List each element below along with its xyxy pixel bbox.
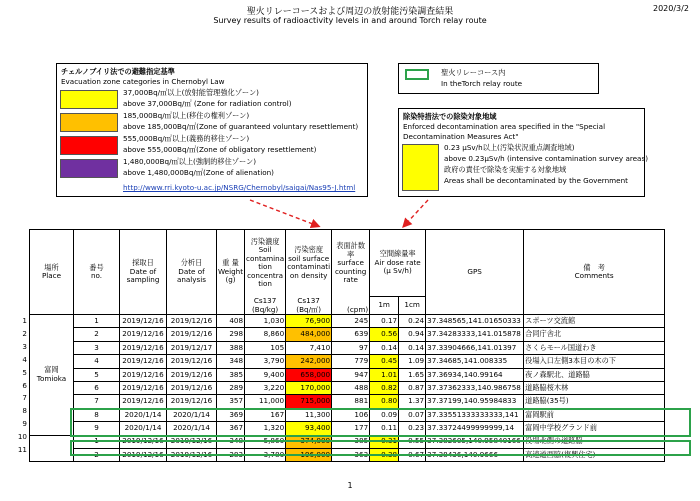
page-number: 1 [347, 481, 353, 490]
row-number: 10 [17, 432, 27, 442]
header-counting-rate: 表面計数 率 surface counting rate [332, 230, 370, 297]
cell-soil: 11,000 [245, 395, 286, 408]
cell-sampling-date: 2019/12/16 [120, 395, 167, 408]
header-analysis-date: 分析日 Date of analysis [167, 230, 217, 315]
cell-comment: さくらモール国道わき [524, 341, 665, 354]
cell-soil: 8,860 [245, 328, 286, 341]
cell-density: 11,300 [286, 408, 332, 421]
cell-dose-1cm: 0.87 [399, 381, 426, 394]
cell-sampling-date: 2019/12/16 [120, 315, 167, 328]
cell-dose-1cm: 0.94 [399, 328, 426, 341]
cell-soil: 5,860 [245, 435, 286, 448]
cell-soil: 167 [245, 408, 286, 421]
cell-density: 170,000 [286, 381, 332, 394]
legend-item-jp: 37,000Bq/㎡以上(放射能管理強化ゾーン) [123, 88, 259, 97]
cell-analysis-date: 2019/12/17 [167, 341, 217, 354]
title-japanese: 聖火リレーコースおよび周辺の放射能汚染調査結果 [246, 7, 454, 17]
place-cell [30, 315, 74, 436]
cell-gps: 37.34283333,141.015878 [426, 328, 524, 341]
header-gps: GPS [426, 230, 524, 315]
legend-item-en: above 1,480,000Bq/㎡(Zone of alienation) [123, 168, 274, 177]
cell-weight: 385 [217, 368, 245, 381]
cell-analysis-date: 2019/12/16 [167, 328, 217, 341]
chernobyl-legend-heading-en: Evacuation zone categories in Chernobyl Law [61, 77, 225, 86]
decon-heading-en-2: Decontamination Measures Act" [403, 132, 519, 141]
row-number: 3 [22, 341, 27, 351]
table-row [30, 368, 665, 381]
cell-no: 1 [74, 435, 120, 448]
cell-sampling-date: 2019/12/16 [120, 381, 167, 394]
decon-heading-en-1: Enforced decontamination area specified in the "Special [403, 122, 606, 131]
table-row [30, 355, 665, 368]
header-place: 場所 Place [30, 230, 74, 315]
cell-no: 5 [74, 368, 120, 381]
cell-weight: 289 [217, 381, 245, 394]
row-number: 6 [22, 380, 27, 390]
cell-analysis-date: 2020/1/14 [167, 422, 217, 435]
table-row [30, 315, 665, 328]
cell-counting-rate: 881 [332, 395, 370, 408]
cell-no: 2 [74, 448, 120, 461]
cell-gps: 37.37362333,140.986758 [426, 381, 524, 394]
cell-analysis-date: 2019/12/16 [167, 355, 217, 368]
cell-gps: 37.38436,140.9666 [426, 448, 524, 461]
chernobyl-reference-link[interactable]: http://www.rri.kyoto-u.ac.jp/NSRG/Chernobyl/saigai/Nas95-J.html [123, 183, 356, 192]
cell-weight: 367 [217, 422, 245, 435]
header-weight: 重 量 Weight (g) [217, 230, 245, 315]
decon-line1-en: above 0.23μSv/h (intensive contamination survey areas) [444, 154, 649, 163]
cell-counting-rate: 363 [332, 448, 370, 461]
cell-sampling-date: 2019/12/16 [120, 435, 167, 448]
cell-weight: 283 [217, 448, 245, 461]
cell-soil: 1,320 [245, 422, 286, 435]
legend-item-en: above 185,000Bq/㎡(Zone of guaranteed voluntary resettlement) [123, 122, 359, 131]
row-number: 5 [22, 367, 27, 377]
legend-item-jp: 185,000Bq/㎡以上(移住の権利ゾーン) [123, 111, 250, 120]
cell-dose-1m: 0.31 [370, 435, 399, 448]
cell-weight: 348 [217, 435, 245, 448]
cell-dose-1cm: 0.23 [399, 422, 426, 435]
cell-density: 242,000 [286, 355, 332, 368]
cell-no: 8 [74, 408, 120, 421]
place-name-en: Tomioka [36, 373, 67, 383]
cell-dose-1m: 0.38 [370, 448, 399, 461]
cell-weight: 388 [217, 341, 245, 354]
cell-density: 715,000 [286, 395, 332, 408]
cell-dose-1m: 0.56 [370, 328, 399, 341]
cell-comment: 富岡中学校グランド前 [524, 422, 665, 435]
title-english: Survey results of radioactivity levels in and around Torch relay route [213, 16, 487, 25]
cell-no: 1 [74, 315, 120, 328]
cell-soil: 1,030 [245, 315, 286, 328]
cell-dose-1m: 0.45 [370, 355, 399, 368]
cell-weight: 369 [217, 408, 245, 421]
header-surface-density: 汚染密度 soil surface contaminati on density [286, 230, 332, 297]
route-legend-jp: 聖火リレーコース内 [441, 68, 506, 77]
cell-soil: 105 [245, 341, 286, 354]
cell-density: 93,400 [286, 422, 332, 435]
cell-gps: 37.33551333333333,141 [426, 408, 524, 421]
cell-dose-1m: 0.82 [370, 381, 399, 394]
header-air-dose-rate: 空間線量率 Air dose rate (μ Sv/h) [370, 230, 426, 297]
cell-soil: 9,400 [245, 368, 286, 381]
cell-weight: 298 [217, 328, 245, 341]
cell-soil: 3,790 [245, 355, 286, 368]
cell-density: 76,900 [286, 315, 332, 328]
legend-item-jp: 1,480,000Bq/㎡以上(強制的移住ゾーン) [123, 157, 257, 166]
cell-gps: 37.37199,140.95984833 [426, 395, 524, 408]
cell-counting-rate: 639 [332, 328, 370, 341]
place-name-jp: 富岡 [44, 365, 59, 375]
cell-gps: 37.33724499999999,14 [426, 422, 524, 435]
decon-line1-jp: 0.23 μSv/h以上(汚染状況重点調査地域) [444, 143, 575, 152]
header-no: 番号 no. [74, 230, 120, 315]
cell-density: 374,000 [286, 435, 332, 448]
cell-dose-1cm: 1.65 [399, 368, 426, 381]
header-cs137-soil: Cs137 [245, 297, 286, 306]
cell-comment: 道路脇桜木林 [524, 381, 665, 394]
torch-route-highlight-2 [70, 440, 691, 456]
cell-comment: 道路脇(35号) [524, 395, 665, 408]
legend-item-jp: 555,000Bq/㎡以上(義務的移住ゾーン) [123, 134, 250, 143]
cell-analysis-date: 2019/12/16 [167, 368, 217, 381]
cell-analysis-date: 2020/1/14 [167, 408, 217, 421]
cell-weight: 348 [217, 355, 245, 368]
header-soil-concentration: 汚染濃度 Soil contamina tion concentra tion [245, 230, 286, 297]
cell-gps: 37.34685,141.008335 [426, 355, 524, 368]
place-cell-2 [30, 435, 74, 462]
cell-comment: 役場入口左側3本目の木の下 [524, 355, 665, 368]
torch-route-highlight-1 [70, 408, 691, 437]
decon-heading-jp: 除染特措法での除染対象地域 [403, 112, 497, 121]
cell-no: 7 [74, 395, 120, 408]
row-number: 4 [22, 354, 27, 364]
cell-dose-1m: 1.01 [370, 368, 399, 381]
cell-weight: 408 [217, 315, 245, 328]
cell-sampling-date: 2019/12/16 [120, 355, 167, 368]
row-number: 9 [22, 419, 27, 429]
cell-density: 658,000 [286, 368, 332, 381]
cell-weight: 357 [217, 395, 245, 408]
header-unit-cpm: (cpm) [332, 306, 370, 315]
cell-comment: 富岡駅前 [524, 408, 665, 421]
cell-no: 2 [74, 328, 120, 341]
cell-dose-1m: 0.17 [370, 315, 399, 328]
table-row [30, 341, 665, 354]
cell-sampling-date: 2019/12/16 [120, 328, 167, 341]
legend-item-en: above 555,000Bq/㎡(Zone of obligatory resettlement) [123, 145, 317, 154]
cell-analysis-date: 2019/12/16 [167, 448, 217, 461]
cell-analysis-date: 2019/12/16 [167, 395, 217, 408]
cell-dose-1m: 0.09 [370, 408, 399, 421]
route-legend-en: In theTorch relay route [441, 79, 523, 88]
cell-sampling-date: 2020/1/14 [120, 422, 167, 435]
report-date: 2020/3/2 [653, 4, 689, 13]
table-row [30, 328, 665, 341]
header-1m: 1m [370, 297, 399, 315]
cell-comment: 役場北側の道路脇 [524, 435, 665, 448]
cell-analysis-date: 2019/12/16 [167, 435, 217, 448]
cell-dose-1cm: 0.07 [399, 408, 426, 421]
cell-soil: 3,780 [245, 448, 286, 461]
legend-item-en: above 37,000Bq/㎡ (Zone for radiation control) [123, 99, 292, 108]
cell-counting-rate: 97 [332, 341, 370, 354]
header-unit-bqkg: (Bq/kg) [245, 306, 286, 315]
cell-counting-rate: 106 [332, 408, 370, 421]
cell-dose-1cm: 0.24 [399, 315, 426, 328]
header-cs137-density: Cs137 [286, 297, 332, 306]
decon-line2-jp: 政府の責任で除染を実施する対象地域 [444, 165, 567, 174]
cell-sampling-date: 2019/12/16 [120, 341, 167, 354]
cell-comment: 夜ノ森駅北、道路脇 [524, 368, 665, 381]
cell-dose-1m: 0.11 [370, 422, 399, 435]
row-number: 11 [17, 445, 27, 454]
cell-gps: 37.348565,141.01650333 [426, 315, 524, 328]
cell-density: 7,410 [286, 341, 332, 354]
cell-analysis-date: 2019/12/16 [167, 381, 217, 394]
cell-dose-1cm: 1.09 [399, 355, 426, 368]
decon-line2-en: Areas shall be decontaminated by the Government [444, 176, 628, 185]
cell-no: 6 [74, 381, 120, 394]
header-comments: 備 考 Comments [524, 230, 665, 315]
cell-gps: 37.33904666,141.01397 [426, 341, 524, 354]
cell-analysis-date: 2019/12/16 [167, 315, 217, 328]
cell-counting-rate: 488 [332, 381, 370, 394]
cell-sampling-date: 2020/1/14 [120, 408, 167, 421]
cell-comment: 高速道西脇(復興住宅) [524, 448, 665, 461]
arrow-to-airdose-column [404, 200, 428, 226]
chernobyl-legend-heading-jp: チェルノブイリ法での避難指定基準 [61, 67, 175, 76]
cell-dose-1cm: 0.14 [399, 341, 426, 354]
cell-gps: 37.382605,140.95840166 [426, 435, 524, 448]
table-row [30, 381, 665, 394]
cell-dose-1m: 0.14 [370, 341, 399, 354]
row-number: 8 [22, 406, 27, 416]
cell-no: 4 [74, 355, 120, 368]
cell-density: 484,000 [286, 328, 332, 341]
cell-counting-rate: 779 [332, 355, 370, 368]
table-row [30, 395, 665, 408]
header-sampling-date: 採取日 Date of sampling [120, 230, 167, 315]
cell-dose-1cm: 0.67 [399, 448, 426, 461]
cell-counting-rate: 947 [332, 368, 370, 381]
arrow-to-density-column [250, 200, 318, 226]
cell-sampling-date: 2019/12/16 [120, 448, 167, 461]
cell-counting-rate: 245 [332, 315, 370, 328]
cell-sampling-date: 2019/12/16 [120, 368, 167, 381]
row-number: 2 [22, 328, 27, 338]
header-blank [332, 297, 370, 306]
header-1cm: 1cm [399, 297, 426, 315]
cell-gps: 37.36934,140.99164 [426, 368, 524, 381]
cell-no: 3 [74, 341, 120, 354]
cell-comment: スポーツ交流館 [524, 315, 665, 328]
row-number: 1 [22, 316, 27, 325]
cell-dose-1cm: 1.37 [399, 395, 426, 408]
cell-no: 9 [74, 422, 120, 435]
row-number: 7 [22, 393, 27, 403]
cell-comment: 合同庁舎北 [524, 328, 665, 341]
cell-counting-rate: 385 [332, 435, 370, 448]
cell-counting-rate: 177 [332, 422, 370, 435]
cell-dose-1m: 0.80 [370, 395, 399, 408]
cell-density: 196,000 [286, 448, 332, 461]
cell-dose-1cm: 0.55 [399, 435, 426, 448]
header-unit-bqm2: (Bq/㎡) [286, 306, 332, 315]
cell-soil: 3,220 [245, 381, 286, 394]
